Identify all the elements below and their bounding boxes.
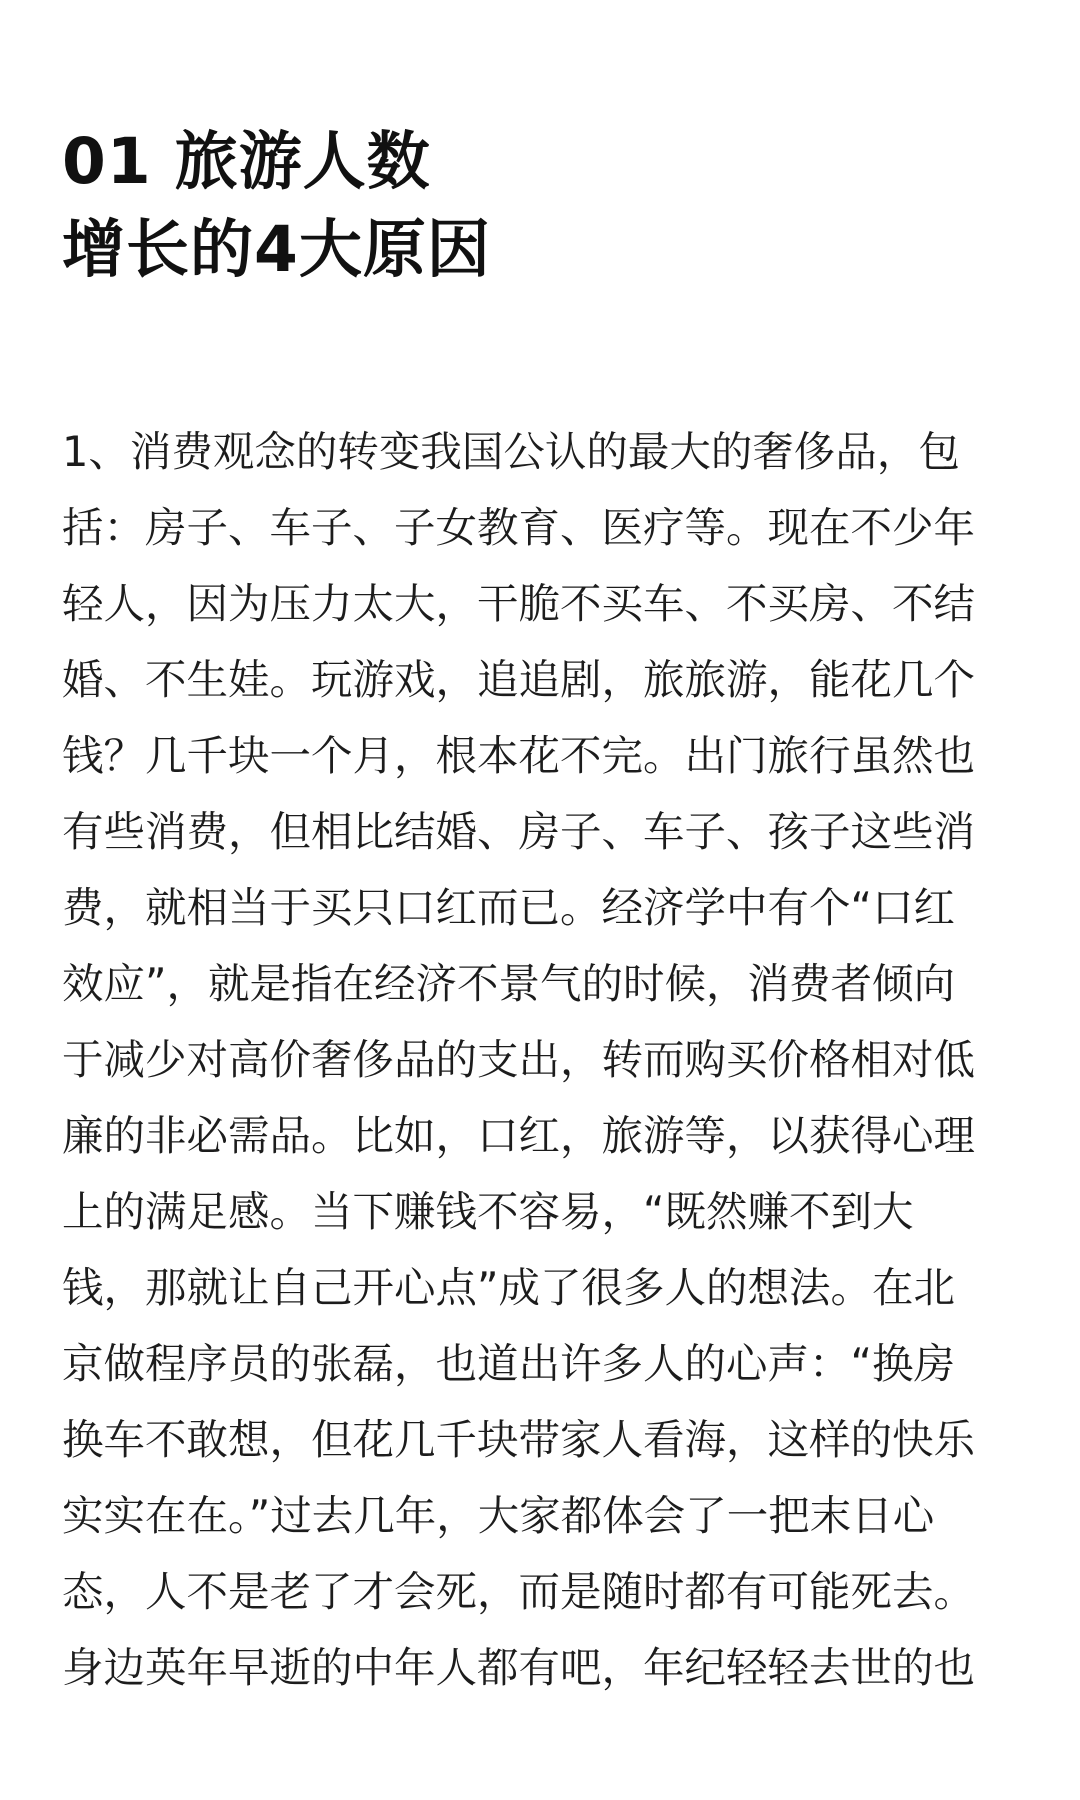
title-line-2: 增长的4大原因 [62, 213, 491, 286]
body-line: 效应”，就是指在经济不景气的时候，消费者倾向 [62, 959, 956, 1008]
article-body [62, 414, 1022, 1706]
body-line: 轻人，因为压力太大，干脆不买车、不买房、不结 [62, 579, 976, 628]
article-title [62, 118, 1022, 294]
body-line: 京做程序员的张磊，也道出许多人的心声：“换房 [62, 1339, 956, 1388]
body-line: 括：房子、车子、子女教育、医疗等。现在不少年 [62, 503, 976, 552]
body-line: 态，人不是老了才会死，而是随时都有可能死去。 [62, 1567, 976, 1616]
body-line: 费，就相当于买只口红而已。经济学中有个“口红 [62, 883, 956, 932]
body-line: 实实在在。”过去几年，大家都体会了一把末日心 [62, 1491, 935, 1540]
body-line: 婚、不生娃。玩游戏，追追剧，旅旅游，能花几个 [62, 655, 976, 704]
body-line: 钱，那就让自己开心点”成了很多人的想法。在北 [62, 1263, 956, 1312]
body-line: 1、消费观念的转变我国公认的最大的奢侈品，包 [62, 427, 960, 476]
body-line: 身边英年早逝的中年人都有吧，年纪轻轻去世的也 [62, 1643, 976, 1692]
body-line: 有些消费，但相比结婚、房子、车子、孩子这些消 [62, 807, 976, 856]
body-line: 换车不敢想，但花几千块带家人看海，这样的快乐 [62, 1415, 976, 1464]
body-line: 廉的非必需品。比如，口红，旅游等，以获得心理 [62, 1111, 976, 1160]
body-line: 钱？几千块一个月，根本花不完。出门旅行虽然也 [62, 731, 976, 780]
article [62, 118, 1022, 1706]
body-line: 上的满足感。当下赚钱不容易，“既然赚不到大 [62, 1187, 914, 1236]
title-line-1: 01 旅游人数 [62, 125, 431, 198]
body-line: 于减少对高价奢侈品的支出，转而购买价格相对低 [62, 1035, 976, 1084]
